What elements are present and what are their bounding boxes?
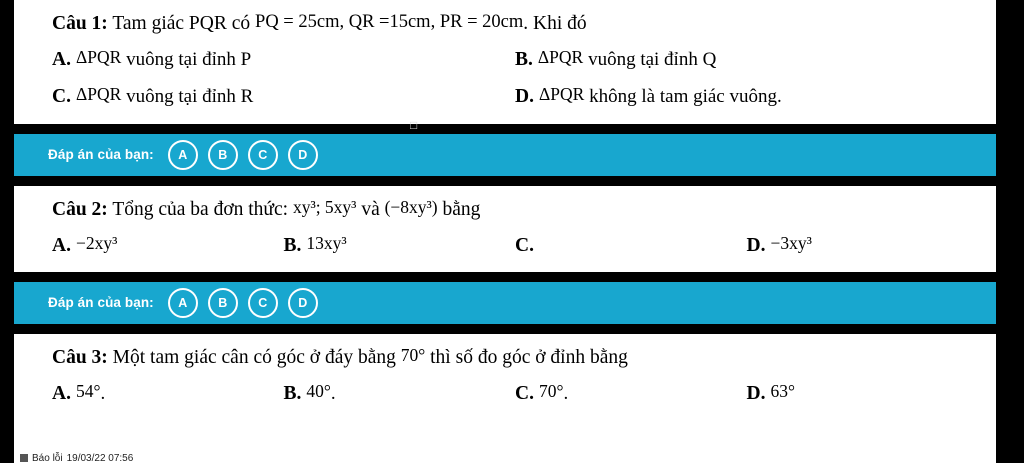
question-2-label: Câu 2: [52, 198, 108, 220]
question-1-prompt [14, 0, 996, 39]
answer-bar-2 [14, 282, 996, 324]
answer-math: ΔPQR [75, 47, 122, 68]
answer-key: A. [52, 234, 71, 256]
answer-bar-1 [14, 134, 996, 176]
answer-text: vuông tại đỉnh P [126, 49, 252, 71]
answer-bubble-d[interactable]: D [288, 140, 318, 170]
question-block-3 [14, 334, 996, 420]
answer-bubble-c[interactable]: C [248, 140, 278, 170]
report-error-icon[interactable] [20, 454, 28, 462]
answer-option-2a[interactable] [52, 227, 284, 264]
answer-math: 40° [306, 381, 331, 402]
question-2-answers [14, 225, 996, 272]
question-1-prompt-math: PQ = 25cm, QR =15cm, PR = 20cm [255, 12, 524, 32]
answer-key: A. [52, 383, 71, 405]
answer-key: C. [515, 234, 534, 256]
question-1-answers [14, 39, 996, 123]
question-1-label: Câu 1: [52, 13, 108, 34]
divider-3 [14, 272, 996, 282]
question-3-prompt [14, 334, 996, 373]
answer-option-1b[interactable] [515, 41, 978, 78]
quiz-sheet [14, 0, 996, 452]
answer-option-1d[interactable] [515, 78, 978, 115]
answer-option-1a[interactable] [52, 41, 515, 78]
answer-text: không là tam giác vuông. [589, 86, 782, 108]
answer-math: −2xy³ [75, 232, 118, 253]
answer-bar-label: Đáp án của bạn: [48, 295, 154, 311]
answer-key: D. [515, 86, 534, 108]
question-2-prompt-mid: và [361, 198, 380, 220]
answer-key: D. [746, 234, 766, 256]
answer-bubble-b[interactable]: B [208, 288, 238, 318]
answer-key: B. [283, 234, 302, 256]
answer-option-3c[interactable] [515, 375, 747, 412]
answer-text: . [330, 383, 336, 405]
answer-bar-label: Đáp án của bạn: [48, 147, 154, 162]
question-3-prompt-math: 70° [400, 344, 426, 365]
answer-text: vuông tại đỉnh Q [588, 49, 717, 71]
answer-option-2b[interactable] [284, 227, 516, 264]
answer-math: 13xy³ [306, 232, 347, 253]
answer-math: 63° [770, 381, 795, 402]
divider-2 [14, 176, 996, 186]
answer-key: C. [52, 86, 71, 108]
answer-math: ΔPQR [537, 47, 584, 68]
question-2-prompt-pre: Tổng của ba đơn thức: [112, 198, 289, 220]
question-2-prompt-post: bằng [442, 198, 481, 220]
answer-bubble-a[interactable]: A [168, 288, 198, 318]
answer-math: 54° [75, 381, 101, 402]
answer-math: 70° [538, 381, 564, 402]
watermark-mark: □ [410, 118, 418, 132]
question-2-prompt-math2: (−8xy³) [384, 196, 438, 217]
answer-math: −3xy³ [770, 232, 812, 253]
question-1-prompt-pre: Tam giác PQR có [112, 13, 251, 34]
answer-bubble-d[interactable]: D [288, 288, 318, 318]
question-2-prompt [14, 186, 996, 225]
answer-key: D. [746, 383, 766, 405]
answer-key: A. [52, 49, 71, 71]
answer-option-3b[interactable] [284, 375, 516, 412]
answer-option-2c[interactable] [515, 227, 747, 264]
question-2-prompt-math: xy³; 5xy³ [292, 196, 357, 217]
footer-timestamp: 19/03/22 07:56 [66, 453, 134, 463]
question-block-2 [14, 186, 996, 272]
answer-bubble-b[interactable]: B [208, 140, 238, 170]
answer-option-3d[interactable] [747, 375, 979, 412]
question-block-1 [14, 0, 996, 124]
answer-option-2d[interactable] [747, 227, 979, 264]
divider-1 [14, 124, 996, 134]
question-3-label: Câu 3: [52, 346, 108, 368]
question-3-answers [14, 373, 996, 420]
answer-option-3a[interactable] [52, 375, 284, 412]
report-error-label[interactable]: Báo lỗi [32, 453, 63, 463]
answer-bubble-a[interactable]: A [168, 140, 198, 170]
question-3-prompt-pre: Một tam giác cân có góc ở đáy bằng [112, 346, 396, 368]
answer-bubble-c[interactable]: C [248, 288, 278, 318]
divider-4 [14, 324, 996, 334]
question-1-prompt-post: . Khi đó [523, 13, 587, 34]
status-footer [14, 452, 996, 463]
answer-text: . [563, 383, 569, 405]
answer-text: . [100, 383, 106, 405]
answer-option-1c[interactable] [52, 78, 515, 115]
answer-math: ΔPQR [538, 84, 585, 105]
question-3-prompt-post: thì số đo góc ở đỉnh bằng [430, 346, 628, 368]
answer-key: C. [515, 383, 534, 405]
answer-key: B. [283, 383, 302, 405]
answer-key: B. [515, 49, 533, 71]
answer-text: vuông tại đỉnh R [126, 86, 254, 108]
answer-math: ΔPQR [75, 84, 122, 105]
